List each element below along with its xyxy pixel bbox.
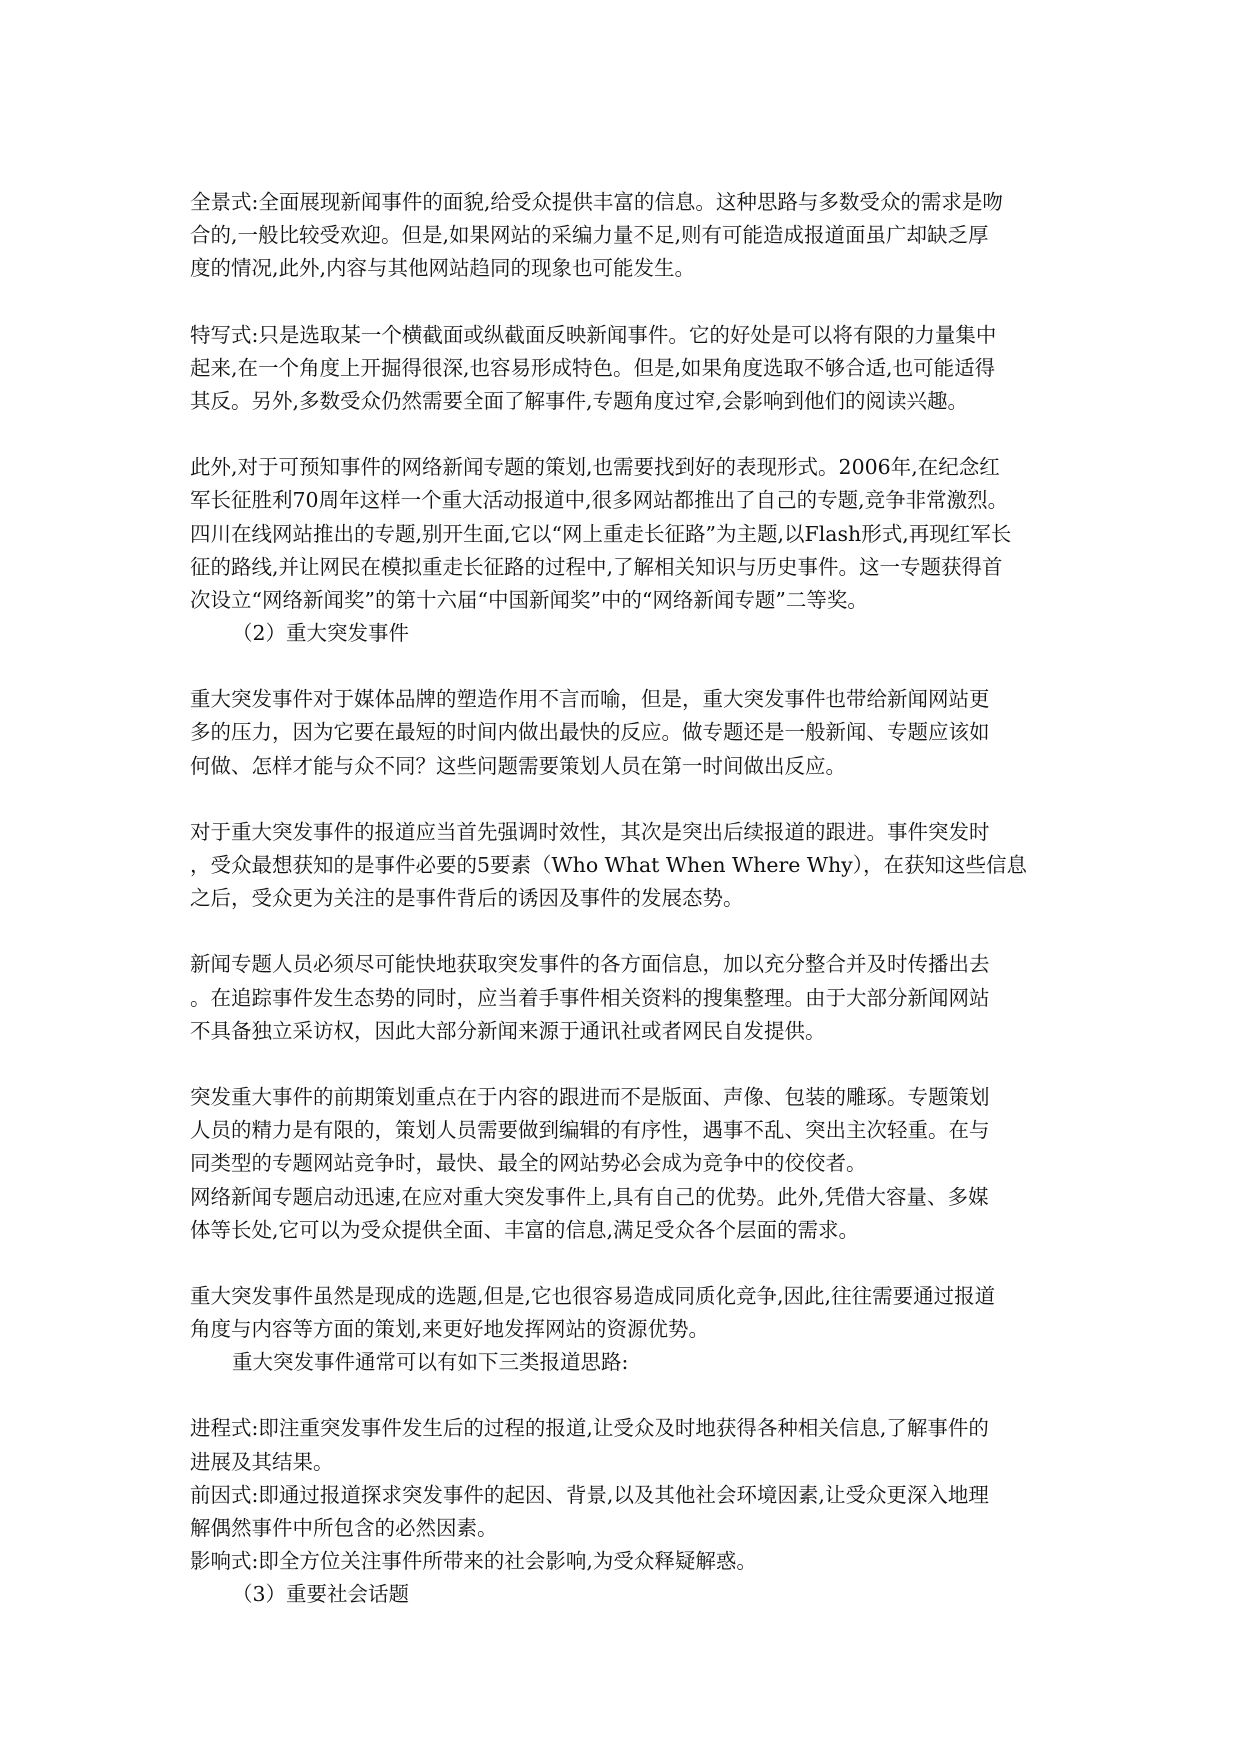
text-line: 网络新闻专题启动迅速,在应对重大突发事件上,具有自己的优势。此外,凭借大容量、多媒 [190, 1184, 989, 1209]
text-line: 次设立“网络新闻奖”的第十六届“中国新闻奖”中的“网络新闻专题”二等奖。 [190, 587, 868, 612]
text-line: 重大突发事件虽然是现成的选题,但是,它也很容易造成同质化竞争,因此,往往需要通过报道 [190, 1283, 996, 1308]
paragraph-predictable-events [190, 451, 1060, 650]
paragraph-timeliness [190, 816, 1060, 916]
text-line: 解偶然事件中所包含的必然因素。 [190, 1516, 498, 1540]
text-line: 何做、怎样才能与众不同？这些问题需要策划人员在第一时间做出反应。 [190, 753, 846, 778]
document-body [190, 186, 1060, 1612]
text-line: 全景式:全面展现新闻事件的面貌,给受众提供丰富的信息。这种思路与多数受众的需求是吻 [190, 190, 1003, 214]
text-line: 特写式:只是选取某一个横截面或纵截面反映新闻事件。它的好处是可以将有限的力量集中 [190, 322, 997, 347]
text-line: 此外,对于可预知事件的网络新闻专题的策划,也需要找到好的表现形式。2006年,在纪念红 [190, 455, 1000, 480]
paragraph-closeup [190, 319, 1060, 419]
text-line: 体等长处,它可以为受众提供全面、丰富的信息,满足受众各个层面的需求。 [190, 1217, 860, 1242]
paragraph-spacer [190, 286, 1060, 319]
paragraph-spacer [190, 1048, 1060, 1081]
text-line: 之后，受众更为关注的是事件背后的诱因及事件的发展态势。 [190, 886, 744, 911]
text-line: 进展及其结果。 [190, 1449, 334, 1474]
text-line: 合的,一般比较受欢迎。但是,如果网站的采编力量不足,则有可能造成报道面虽广却缺乏厚 [190, 223, 989, 248]
text-line: ，受众最想获知的是事件必要的5要素（Who What When Where Why），在获知这些信息 [190, 853, 1028, 877]
paragraph-spacer [190, 915, 1060, 948]
paragraph-spacer [190, 1247, 1060, 1280]
text-line: 重大突发事件通常可以有如下三类报道思路: [232, 1350, 629, 1375]
paragraph-spacer [190, 1379, 1060, 1412]
section-heading: （3）重要社会话题 [232, 1582, 410, 1607]
text-line: 新闻专题人员必须尽可能快地获取突发事件的各方面信息，加以充分整合并及时传播出去 [190, 952, 990, 977]
paragraph-panorama [190, 186, 1060, 286]
text-line: 。在追踪事件发生态势的同时，应当着手事件相关资料的搜集整理。由于大部分新闻网站 [190, 985, 990, 1010]
text-line: 起来,在一个角度上开掘得很深,也容易形成特色。但是,如果角度选取不够合适,也可能适得 [190, 355, 996, 380]
text-line: 不具备独立采访权，因此大部分新闻来源于通讯社或者网民自发提供。 [190, 1018, 826, 1043]
text-line: 军长征胜利70周年这样一个重大活动报道中,很多网站都推出了自己的专题,竞争非常激烈。 [190, 488, 1009, 513]
paragraph-information-gathering [190, 948, 1060, 1048]
paragraph-spacer [190, 650, 1060, 683]
paragraph-sudden-events [190, 683, 1060, 783]
text-line: 前因式:即通过报道探求突发事件的起因、背景,以及其他社会环境因素,让受众更深入地理 [190, 1482, 989, 1507]
text-line: 进程式:即注重突发事件发生后的过程的报道,让受众及时地获得各种相关信息,了解事件的 [190, 1416, 989, 1441]
paragraph-early-planning [190, 1081, 1060, 1247]
text-line: 突发重大事件的前期策划重点在于内容的跟进而不是版面、声像、包装的雕琢。专题策划 [190, 1084, 990, 1109]
paragraph-spacer [190, 783, 1060, 816]
paragraph-homogeneous-competition [190, 1280, 1060, 1380]
text-line: 同类型的专题网站竞争时，最快、最全的网站势必会成为竞争中的佼佼者。 [190, 1151, 867, 1176]
text-line: 重大突发事件对于媒体品牌的塑造作用不言而喻，但是，重大突发事件也带给新闻网站更 [190, 687, 990, 712]
text-line: 对于重大突发事件的报道应当首先强调时效性，其次是突出后续报道的跟进。事件突发时 [190, 819, 990, 844]
paragraph-reporting-approaches [190, 1412, 1060, 1611]
text-line: 四川在线网站推出的专题,别开生面,它以“网上重走长征路”为主题,以Flash形式,再现红军长 [190, 521, 1012, 546]
section-heading: （2）重大突发事件 [232, 621, 410, 646]
text-line: 度的情况,此外,内容与其他网站趋同的现象也可能发生。 [190, 256, 696, 281]
text-line: 人员的精力是有限的，策划人员需要做到编辑的有序性，遇事不乱、突出主次轻重。在与 [190, 1118, 990, 1143]
text-line: 征的路线,并让网民在模拟重走长征路的过程中,了解相关知识与历史事件。这一专题获得首 [190, 554, 1003, 579]
paragraph-spacer [190, 418, 1060, 451]
text-line: 角度与内容等方面的策划,来更好地发挥网站的资源优势。 [190, 1317, 710, 1342]
text-line: 多的压力，因为它要在最短的时间内做出最快的反应。做专题还是一般新闻、专题应该如 [190, 720, 990, 745]
text-line: 其反。另外,多数受众仍然需要全面了解事件,专题角度过窄,会影响到他们的阅读兴趣。 [190, 388, 969, 413]
text-line: 影响式:即全方位关注事件所带来的社会影响,为受众释疑解惑。 [190, 1549, 757, 1574]
